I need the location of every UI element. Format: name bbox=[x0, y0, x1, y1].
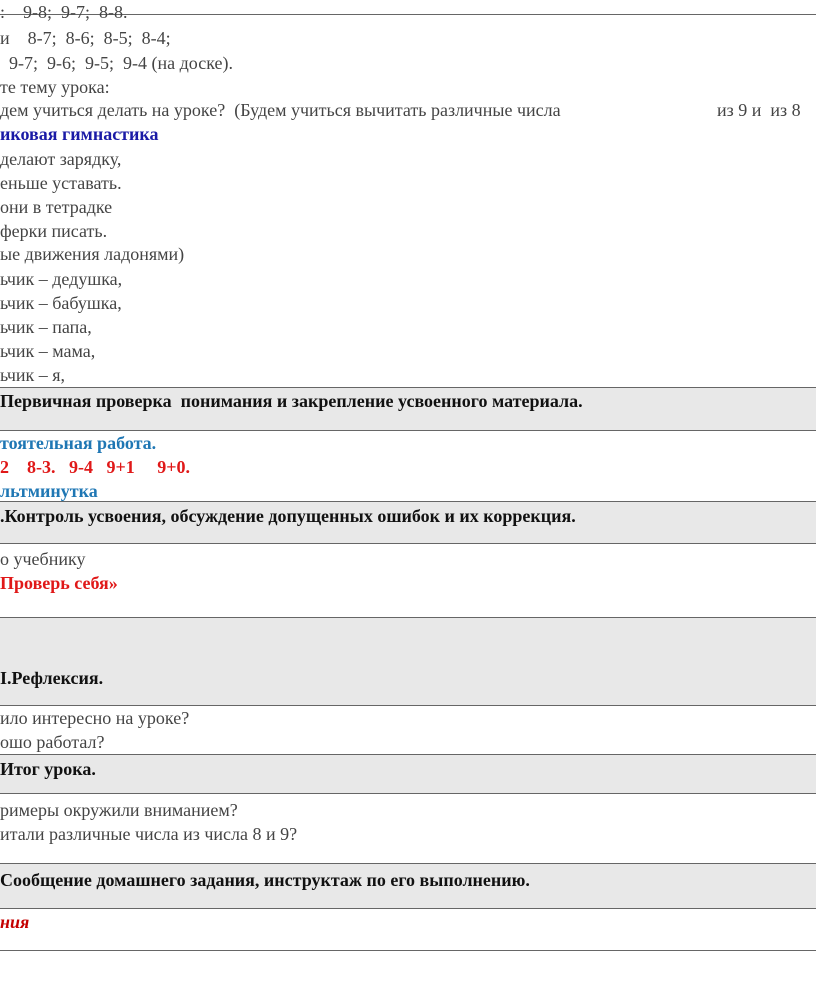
bottom-rule bbox=[0, 950, 816, 951]
rule bbox=[0, 617, 816, 618]
text-line: ьчик – я, bbox=[0, 365, 66, 385]
text-line: 9-7; 9-6; 9-5; 9-4 (на доске). bbox=[0, 53, 233, 73]
text-line: они в тетрадке bbox=[0, 197, 113, 217]
text-line: те тему урока: bbox=[0, 77, 110, 97]
rule bbox=[0, 754, 816, 755]
text-line: римеры окружили вниманием? bbox=[0, 800, 238, 820]
section-heading-control: .Контроль усвоения, обсуждение допущенных ошибок и их коррекция. bbox=[0, 506, 576, 526]
text-line: ьчик – папа, bbox=[0, 317, 92, 337]
text-line: итали различные числа из числа 8 и 9? bbox=[0, 824, 298, 844]
rule bbox=[0, 501, 816, 502]
rule bbox=[0, 908, 816, 909]
text-line: дем учиться делать на уроке? (Будем учиться вычитать различные числа bbox=[0, 100, 561, 120]
section-band-reflection bbox=[0, 662, 816, 705]
text-line-check-yourself: Проверь себя» bbox=[0, 573, 118, 593]
section-band-empty bbox=[0, 617, 816, 662]
text-line: ые движения ладонями) bbox=[0, 244, 185, 264]
text-line: ферки писать. bbox=[0, 221, 108, 241]
rule bbox=[0, 430, 816, 431]
text-line: ьчик – бабушка, bbox=[0, 293, 122, 313]
text-line: ьчик – мама, bbox=[0, 341, 96, 361]
rule bbox=[0, 387, 816, 388]
text-line-right: из 9 и из 8 bbox=[717, 100, 801, 120]
text-line: : 9-8; 9-7; 8-8. bbox=[0, 2, 128, 22]
section-title-independent-work: тоятельная работа. bbox=[0, 433, 157, 453]
text-line: ило интересно на уроке? bbox=[0, 708, 190, 728]
task-line: 2 8-3. 9-4 9+1 9+0. bbox=[0, 457, 191, 477]
rule bbox=[0, 705, 816, 706]
rule bbox=[0, 863, 816, 864]
text-line: еньше уставать. bbox=[0, 173, 122, 193]
section-band-summary bbox=[0, 754, 816, 793]
section-heading-summary: Итог урока. bbox=[0, 759, 96, 779]
section-title-fizminutka: льтминутка bbox=[0, 481, 98, 501]
rule bbox=[0, 793, 816, 794]
text-line: ьчик – дедушка, bbox=[0, 269, 123, 289]
section-heading-reflection: I.Рефлексия. bbox=[0, 668, 104, 688]
section-title-finger-gymnastics: иковая гимнастика bbox=[0, 124, 159, 144]
text-line: делают зарядку, bbox=[0, 149, 122, 169]
text-line: ния bbox=[0, 912, 30, 932]
text-line: и 8-7; 8-6; 8-5; 8-4; bbox=[0, 28, 171, 48]
section-heading-primary-check: Первичная проверка понимания и закрепление усвоенного материала. bbox=[0, 391, 583, 411]
section-heading-homework: Сообщение домашнего задания, инструктаж по его выполнению. bbox=[0, 870, 530, 890]
text-line: о учебнику bbox=[0, 549, 86, 569]
text-line: ошо работал? bbox=[0, 732, 105, 752]
rule bbox=[0, 543, 816, 544]
